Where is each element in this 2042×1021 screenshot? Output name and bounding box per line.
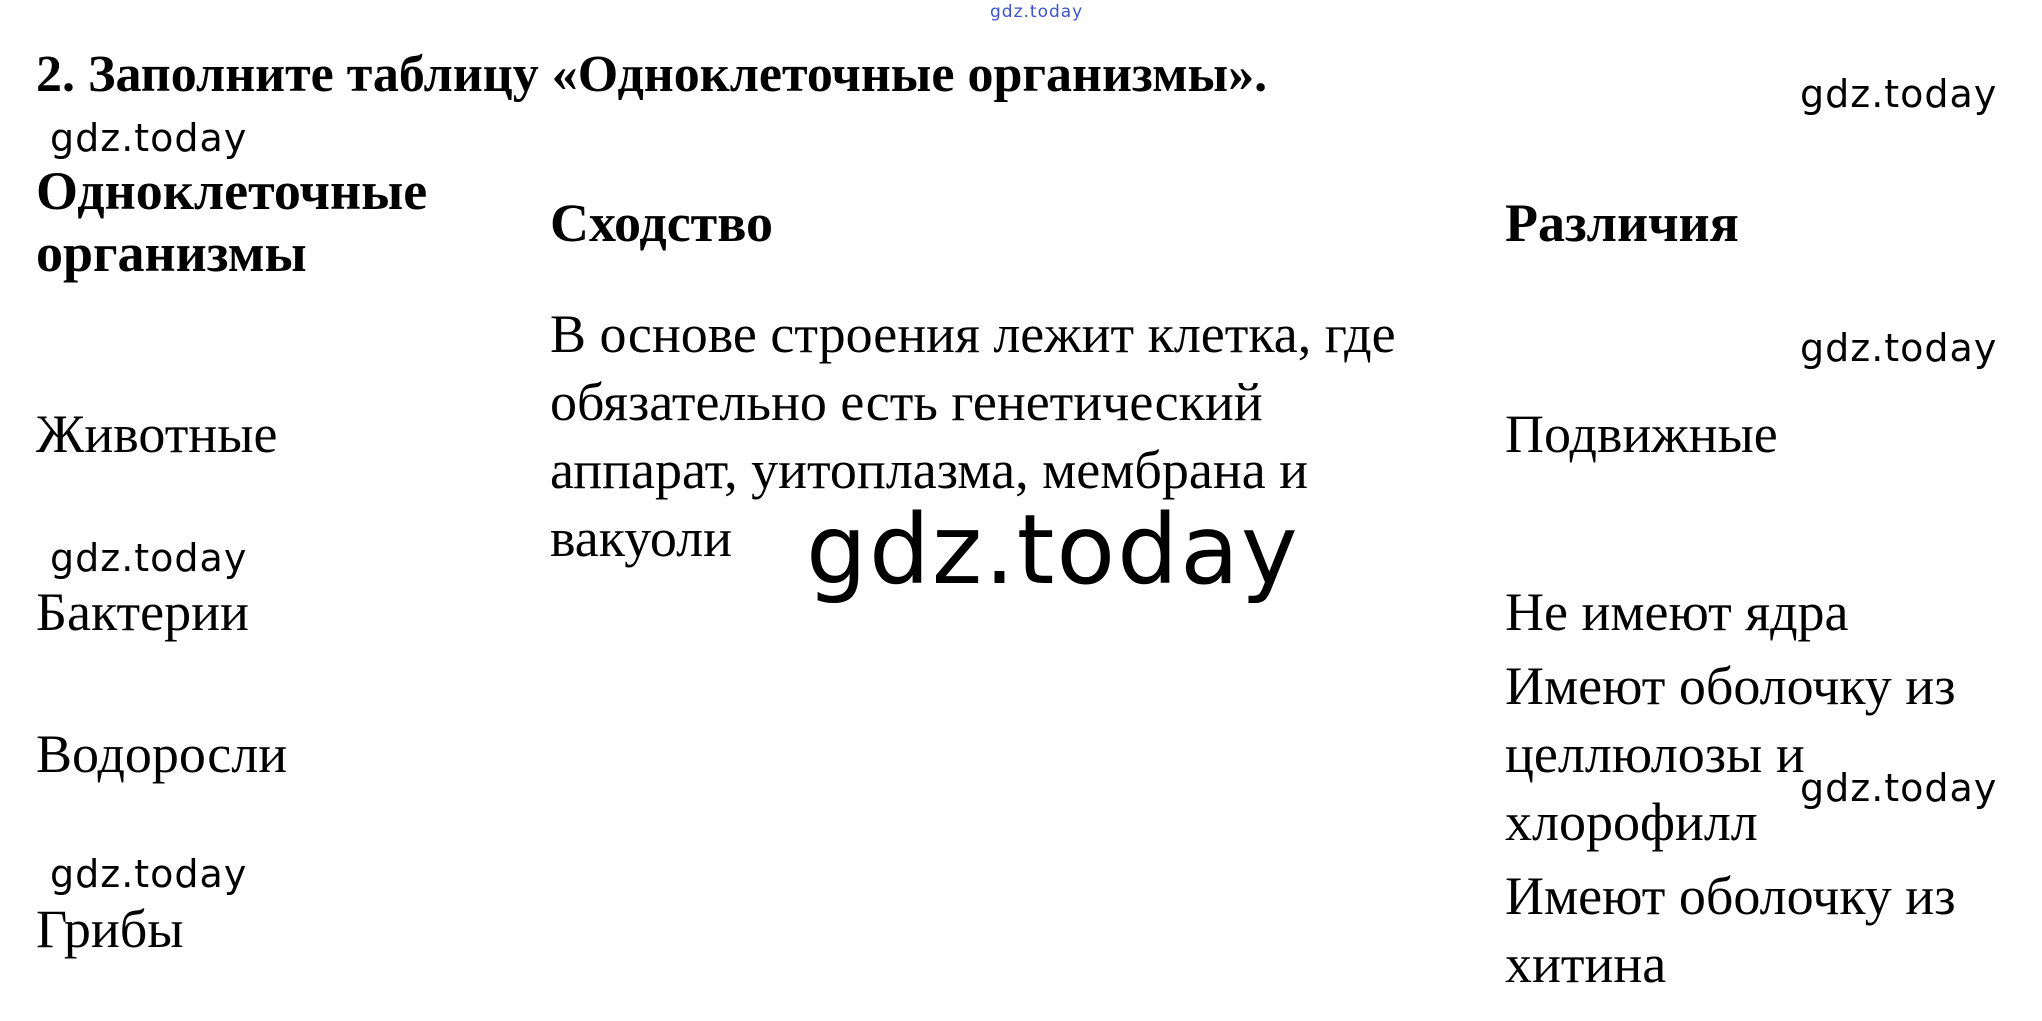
difference-line: Имеют оболочку из — [1505, 656, 1956, 716]
watermark: gdz.today — [1800, 72, 1998, 116]
organism-bacteria: Бактерии — [36, 582, 249, 642]
similarity-cell — [550, 300, 1396, 572]
watermark: gdz.today — [1800, 326, 1998, 370]
organism-fungi: Грибы — [36, 899, 184, 959]
difference-line: хлорофилл — [1505, 792, 1758, 852]
watermark: gdz.today — [50, 852, 248, 896]
watermark: gdz.today — [50, 536, 248, 580]
page-title: 2. Заполните таблицу «Одноклеточные организмы». — [36, 46, 1268, 103]
similarity-line: аппарат, уитоплазма, мембрана и — [550, 440, 1309, 500]
difference-fungi — [1505, 862, 1956, 998]
header-organisms-line-1: Одноклеточные — [36, 161, 428, 221]
similarity-line: вакуоли — [550, 508, 733, 568]
similarity-line: обязательно есть генетический — [550, 372, 1263, 432]
organism-animals: Животные — [36, 404, 278, 464]
difference-line: Не имеют ядра — [1505, 582, 1849, 642]
organism-algae: Водоросли — [36, 724, 288, 784]
watermark: gdz.today — [1800, 766, 1998, 810]
difference-line: Имеют оболочку из — [1505, 866, 1956, 926]
difference-algae — [1505, 652, 1956, 856]
watermark: gdz.today — [50, 116, 248, 160]
difference-line: Подвижные — [1505, 404, 1778, 464]
similarity-line: В основе строения лежит клетка, где — [550, 304, 1396, 364]
header-organisms — [36, 160, 427, 284]
header-organisms-line-2: организмы — [36, 223, 307, 283]
difference-line: хитина — [1505, 934, 1667, 994]
header-differences: Различия — [1505, 193, 1739, 253]
difference-bacteria — [1505, 578, 1849, 646]
watermark-top: gdz.today — [990, 2, 1084, 22]
difference-line: целлюлозы и — [1505, 724, 1805, 784]
header-similarity: Сходство — [550, 193, 773, 253]
watermark-large: gdz.today — [806, 494, 1300, 606]
difference-animals — [1505, 400, 1778, 468]
